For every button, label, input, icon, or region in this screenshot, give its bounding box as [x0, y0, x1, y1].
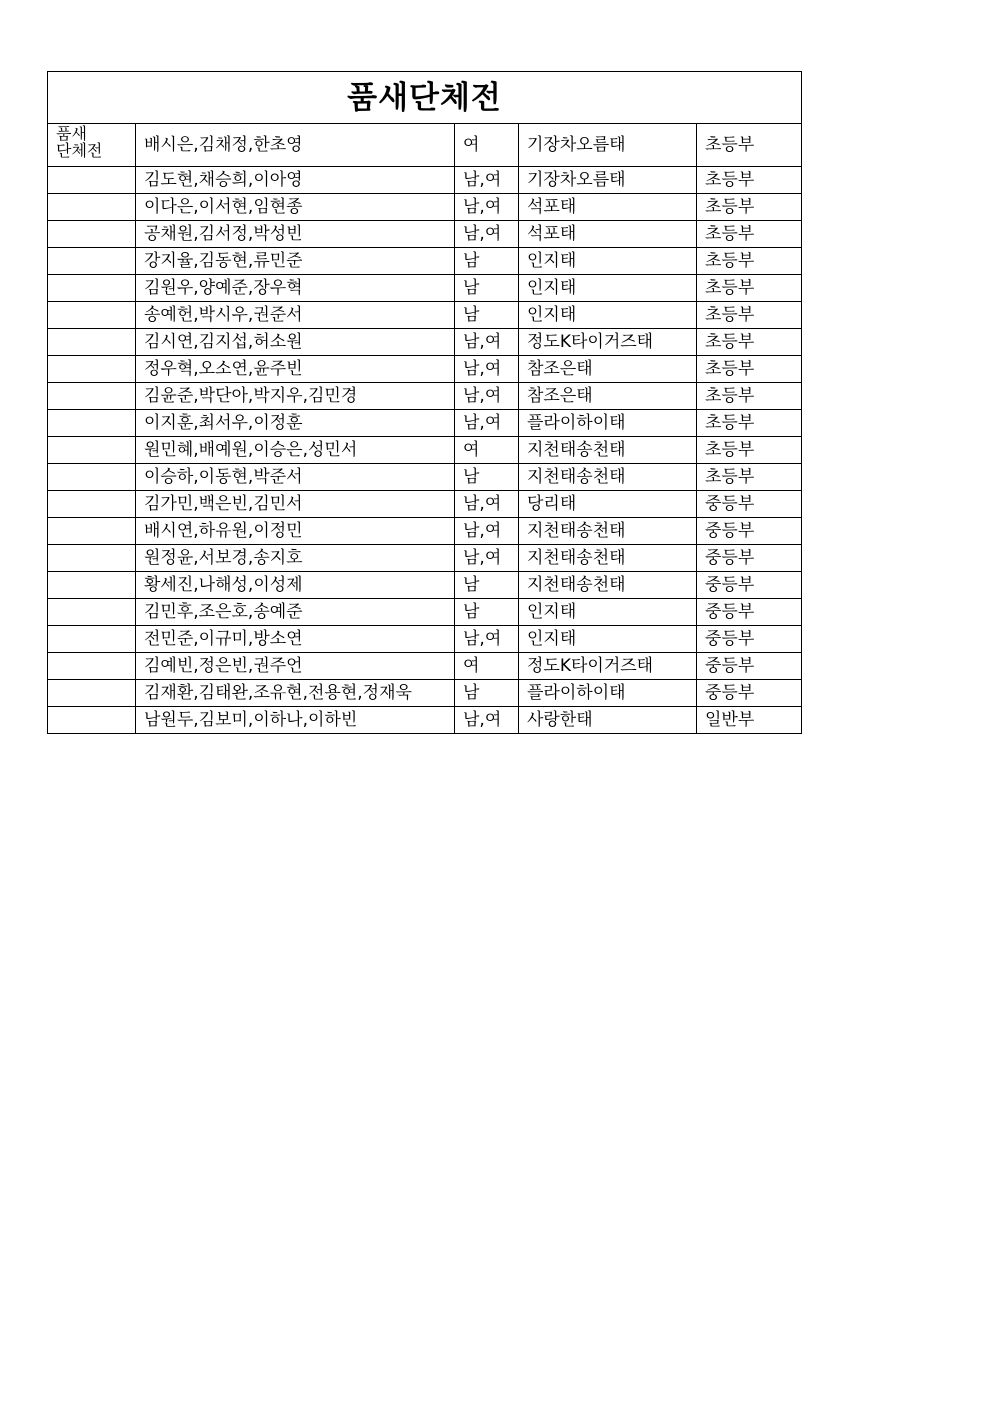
team-cell: 정도K타이거즈태: [519, 329, 697, 356]
division-cell: 초등부: [697, 437, 802, 464]
team-cell: 인지태: [519, 275, 697, 302]
table-row: [48, 329, 802, 356]
gender-cell: 남,여: [455, 329, 519, 356]
table-row: [48, 275, 802, 302]
category-label: 품새: [56, 124, 87, 143]
division-cell: 초등부: [697, 194, 802, 221]
category-cell: [48, 221, 136, 248]
division-cell: 일반부: [697, 707, 802, 734]
division-cell: 중등부: [697, 653, 802, 680]
category-label: 단체전: [56, 141, 103, 160]
gender-cell: 남,여: [455, 626, 519, 653]
category-cell: [48, 410, 136, 437]
category-cell: [48, 599, 136, 626]
gender-cell: 남,여: [455, 545, 519, 572]
table-row: [48, 599, 802, 626]
names-cell: 배시연,하유원,이정민: [136, 518, 455, 545]
category-cell: [48, 572, 136, 599]
gender-cell: 남: [455, 572, 519, 599]
category-cell: [48, 653, 136, 680]
category-cell: [48, 518, 136, 545]
division-cell: 중등부: [697, 491, 802, 518]
table-row: [48, 653, 802, 680]
division-cell: 초등부: [697, 221, 802, 248]
names-cell: 정우혁,오소연,윤주빈: [136, 356, 455, 383]
team-cell: 석포태: [519, 194, 697, 221]
division-cell: 중등부: [697, 545, 802, 572]
page-title: 품새단체전: [48, 72, 802, 124]
team-cell: 인지태: [519, 248, 697, 275]
division-cell: 중등부: [697, 572, 802, 599]
division-cell: 초등부: [697, 356, 802, 383]
team-cell: 석포태: [519, 221, 697, 248]
names-cell: 이다은,이서현,임현종: [136, 194, 455, 221]
table-row: [48, 383, 802, 410]
gender-cell: 남: [455, 599, 519, 626]
division-cell: 중등부: [697, 680, 802, 707]
team-cell: 기장차오름태: [519, 124, 697, 167]
table-row: [48, 680, 802, 707]
team-cell: 정도K타이거즈태: [519, 653, 697, 680]
team-cell: 사랑한태: [519, 707, 697, 734]
names-cell: 원민혜,배예원,이승은,성민서: [136, 437, 455, 464]
division-cell: 초등부: [697, 275, 802, 302]
team-cell: 인지태: [519, 599, 697, 626]
names-cell: 배시은,김채정,한초영: [136, 124, 455, 167]
gender-cell: 남,여: [455, 194, 519, 221]
gender-cell: 남: [455, 248, 519, 275]
gender-cell: 남: [455, 464, 519, 491]
table-row: [48, 221, 802, 248]
division-cell: 초등부: [697, 383, 802, 410]
category-cell: [48, 437, 136, 464]
team-cell: 인지태: [519, 302, 697, 329]
names-cell: 황세진,나해성,이성제: [136, 572, 455, 599]
names-cell: 공채원,김서정,박성빈: [136, 221, 455, 248]
table-body: [48, 72, 802, 734]
gender-cell: 남,여: [455, 221, 519, 248]
team-cell: 지천태송천태: [519, 518, 697, 545]
table-row: [48, 167, 802, 194]
table-row: [48, 545, 802, 572]
table-row: [48, 356, 802, 383]
team-cell: 참조은태: [519, 356, 697, 383]
gender-cell: 남,여: [455, 383, 519, 410]
names-cell: 김도현,채승희,이아영: [136, 167, 455, 194]
names-cell: 김재환,김태완,조유현,전용현,정재욱: [136, 680, 455, 707]
gender-cell: 남,여: [455, 518, 519, 545]
category-cell: [48, 194, 136, 221]
division-cell: 중등부: [697, 626, 802, 653]
team-cell: 플라이하이태: [519, 680, 697, 707]
names-cell: 김윤준,박단아,박지우,김민경: [136, 383, 455, 410]
table-row: [48, 248, 802, 275]
team-cell: 참조은태: [519, 383, 697, 410]
table-row: [48, 572, 802, 599]
title-row: [48, 72, 802, 124]
names-cell: 전민준,이규미,방소연: [136, 626, 455, 653]
names-cell: 이지훈,최서우,이정훈: [136, 410, 455, 437]
division-cell: 초등부: [697, 302, 802, 329]
names-cell: 이승하,이동현,박준서: [136, 464, 455, 491]
category-cell: [48, 302, 136, 329]
category-cell: [48, 124, 136, 167]
table-row: [48, 194, 802, 221]
names-cell: 원정윤,서보경,송지호: [136, 545, 455, 572]
category-cell: [48, 248, 136, 275]
category-cell: [48, 167, 136, 194]
table-row: [48, 491, 802, 518]
gender-cell: 남: [455, 275, 519, 302]
category-cell: [48, 329, 136, 356]
names-cell: 남원두,김보미,이하나,이하빈: [136, 707, 455, 734]
names-cell: 김가민,백은빈,김민서: [136, 491, 455, 518]
division-cell: 중등부: [697, 518, 802, 545]
category-cell: [48, 680, 136, 707]
team-cell: 기장차오름태: [519, 167, 697, 194]
team-cell: 지천태송천태: [519, 437, 697, 464]
division-cell: 중등부: [697, 599, 802, 626]
table-row: [48, 410, 802, 437]
team-cell: 지천태송천태: [519, 545, 697, 572]
table-row: [48, 437, 802, 464]
gender-cell: 남,여: [455, 707, 519, 734]
category-cell: [48, 545, 136, 572]
gender-cell: 여: [455, 437, 519, 464]
division-cell: 초등부: [697, 167, 802, 194]
gender-cell: 남,여: [455, 356, 519, 383]
table-row: [48, 464, 802, 491]
category-cell: [48, 275, 136, 302]
division-cell: 초등부: [697, 464, 802, 491]
table-row: [48, 302, 802, 329]
division-cell: 초등부: [697, 248, 802, 275]
division-cell: 초등부: [697, 329, 802, 356]
gender-cell: 남,여: [455, 410, 519, 437]
table-row: [48, 707, 802, 734]
gender-cell: 여: [455, 653, 519, 680]
entries-table: [47, 71, 802, 734]
category-cell: [48, 491, 136, 518]
team-cell: 플라이하이태: [519, 410, 697, 437]
names-cell: 강지율,김동현,류민준: [136, 248, 455, 275]
team-cell: 지천태송천태: [519, 464, 697, 491]
gender-cell: 남: [455, 680, 519, 707]
names-cell: 김시연,김지섭,허소원: [136, 329, 455, 356]
division-cell: 초등부: [697, 410, 802, 437]
gender-cell: 남,여: [455, 491, 519, 518]
division-cell: 초등부: [697, 124, 802, 167]
category-cell: [48, 707, 136, 734]
category-cell: [48, 356, 136, 383]
category-cell: [48, 626, 136, 653]
names-cell: 송예헌,박시우,권준서: [136, 302, 455, 329]
table-row: [48, 124, 802, 167]
team-cell: 당리태: [519, 491, 697, 518]
gender-cell: 여: [455, 124, 519, 167]
category-cell: [48, 464, 136, 491]
names-cell: 김원우,양예준,장우혁: [136, 275, 455, 302]
names-cell: 김민후,조은호,송예준: [136, 599, 455, 626]
category-cell: [48, 383, 136, 410]
gender-cell: 남,여: [455, 167, 519, 194]
table-row: [48, 518, 802, 545]
table-row: [48, 626, 802, 653]
gender-cell: 남: [455, 302, 519, 329]
team-cell: 인지태: [519, 626, 697, 653]
names-cell: 김예빈,정은빈,권주언: [136, 653, 455, 680]
team-cell: 지천태송천태: [519, 572, 697, 599]
